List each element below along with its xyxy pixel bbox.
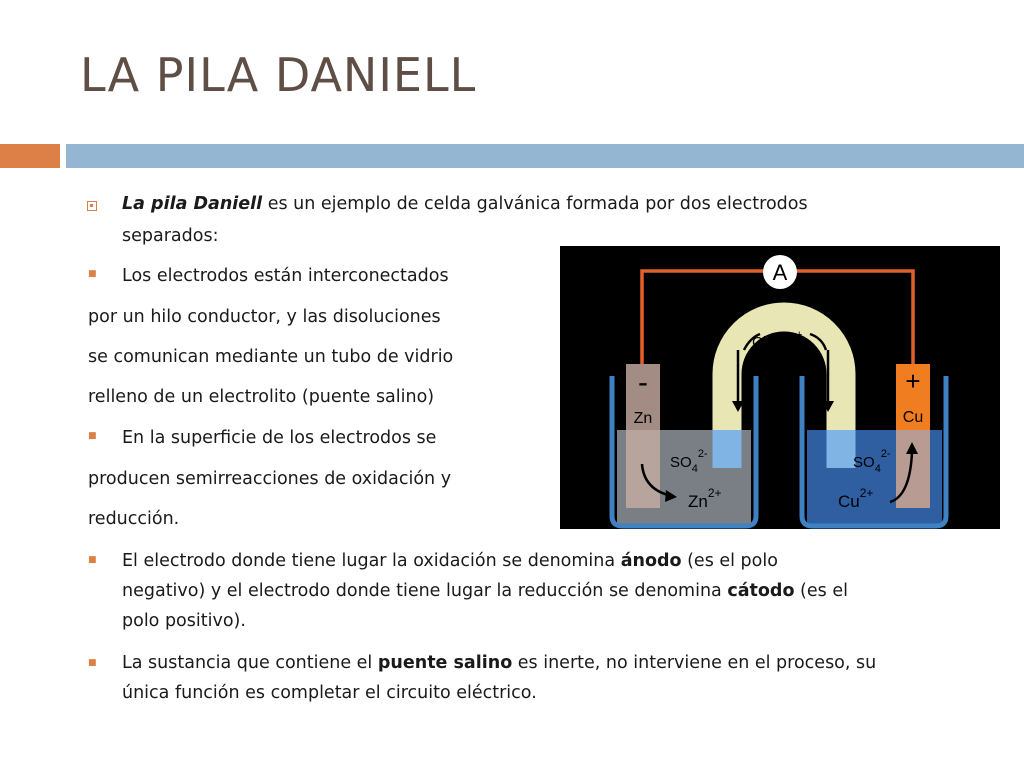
anode-sign: -: [638, 366, 648, 399]
paragraph-3-line-2: producen semirreacciones de oxidación y: [88, 469, 452, 489]
paragraph-text: La sustancia que contiene el: [122, 653, 378, 673]
paragraph-4-line-1: [122, 546, 778, 576]
paragraph-2-line-3: se comunican mediante un tubo de vidrio: [88, 347, 454, 367]
paragraph-5-line-1: [122, 648, 876, 678]
emphasis-text: La pila Daniell: [122, 194, 263, 214]
cathode-label: Cu: [902, 409, 924, 426]
daniell-cell-diagram: [560, 246, 1000, 529]
svg-text:K+: K+: [786, 329, 803, 348]
paragraph-text: es inerte, no interviene en el proceso, su: [512, 653, 877, 673]
paragraph-text: es un ejemplo de celda galvánica formada por dos electrodos: [262, 194, 808, 214]
cathode-sign: +: [905, 366, 921, 396]
anode-label: Zn: [633, 410, 653, 427]
paragraph-text: negativo) y el electrodo donde tiene lugar la reducción se denomina: [122, 581, 728, 601]
anode-term: ánodo: [620, 551, 682, 571]
slide-title: LA PILA DANIELL: [80, 48, 477, 102]
bullet-icon: ■: [88, 555, 97, 565]
bullet-icon: ■: [88, 658, 97, 668]
ammeter-label: A: [772, 260, 788, 285]
paragraph-3-line-1: En la superficie de los electrodos se: [122, 428, 437, 448]
accent-bar-blue: [66, 144, 1024, 168]
paragraph-1-line-2: separados:: [122, 226, 219, 246]
paragraph-text: El electrodo donde tiene lugar la oxidación se denomina: [122, 551, 621, 571]
paragraph-3-line-3: reducción.: [88, 509, 180, 529]
paragraph-2-line-4: relleno de un electrolito (puente salino): [88, 387, 435, 407]
svg-text:Cl-: Cl-: [752, 332, 770, 351]
paragraph-text: (es el: [794, 581, 848, 601]
right-sulfate-ion: $SO_4^{2-}$: [853, 448, 891, 475]
paragraph-1-line-1: [122, 189, 808, 219]
paragraph-text: (es el polo: [681, 551, 778, 571]
ammeter-icon: [763, 255, 797, 289]
paragraph-2-line-2: por un hilo conductor, y las disoluciones: [88, 307, 441, 327]
accent-bar-orange: [0, 144, 60, 168]
paragraph-2-line-1: Los electrodos están interconectados: [122, 266, 449, 286]
right-copper-ion: $Cu^{2+}$: [838, 486, 874, 511]
bullet-icon: ■: [88, 431, 97, 441]
left-sulfate-ion: $SO_4^{2-}$: [670, 448, 708, 475]
bullet-icon: ■: [88, 269, 97, 279]
copper-cathode: [890, 364, 930, 508]
paragraph-5-line-2: única función es completar el circuito eléctrico.: [122, 683, 537, 703]
salt-bridge-term: puente salino: [377, 653, 513, 673]
left-zinc-ion: $Zn^{2+}$: [688, 486, 722, 511]
paragraph-4-line-2: [122, 576, 848, 606]
paragraph-4-line-3: polo positivo).: [122, 611, 246, 631]
square-bullet-icon: [87, 201, 97, 211]
cathode-term: cátodo: [727, 581, 795, 601]
